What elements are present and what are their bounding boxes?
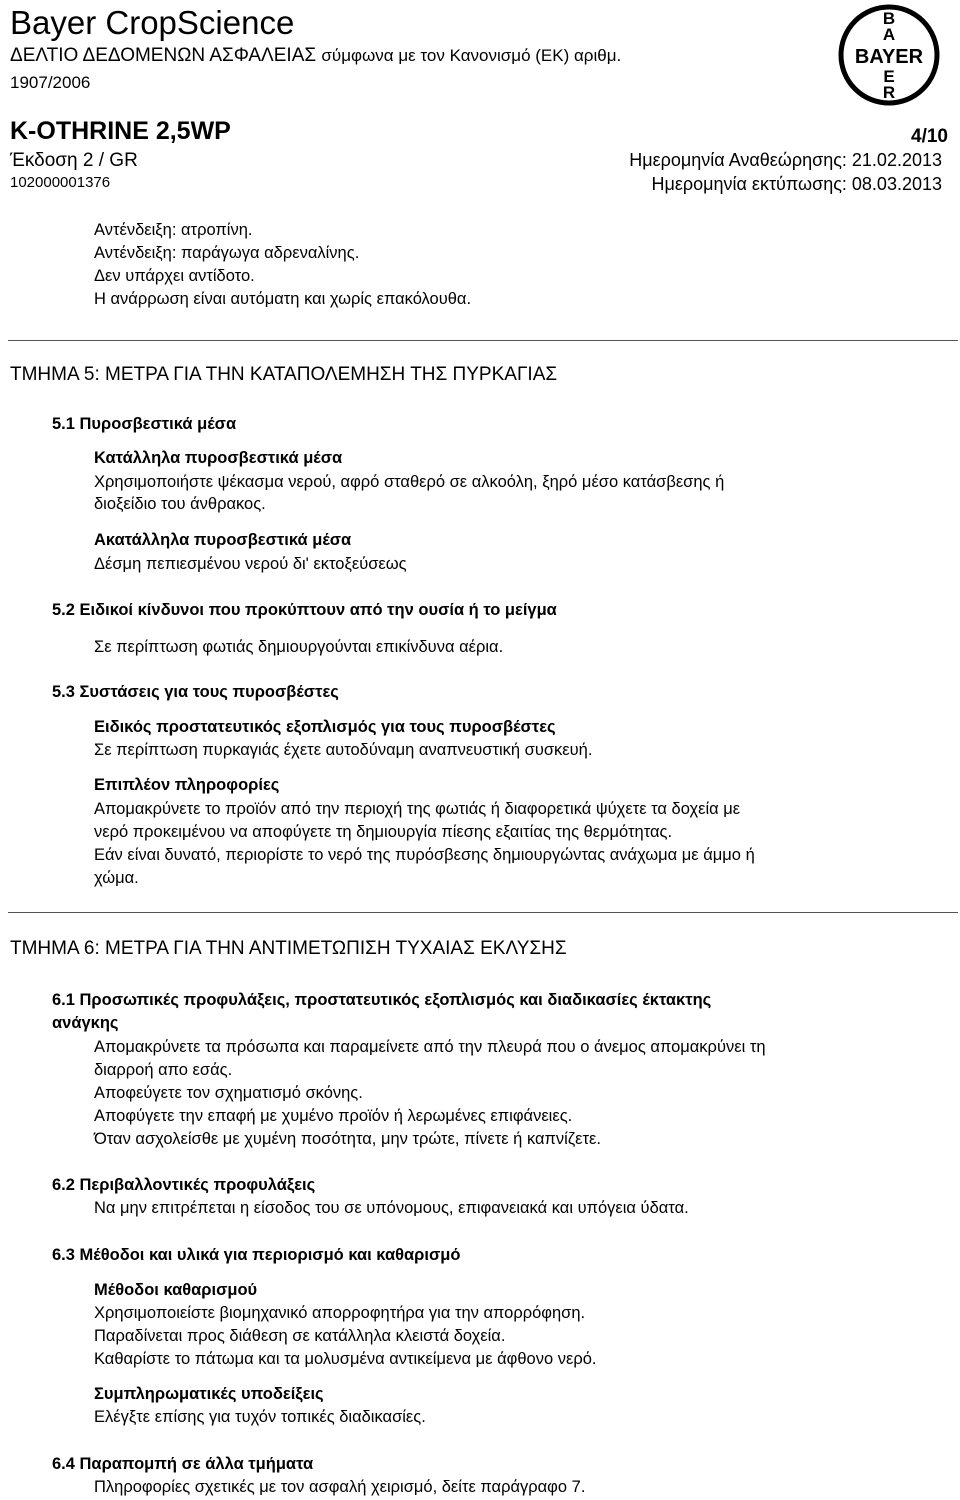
logo-word: BAYER bbox=[854, 46, 924, 68]
protective-equipment-label: Ειδικός προστατευτικός εξοπλισμός για τους πυροσβέστες bbox=[94, 718, 556, 736]
logo-letter-r: R bbox=[882, 83, 896, 102]
section-divider bbox=[8, 912, 958, 913]
further-info-label: Επιπλέον πληροφορίες bbox=[94, 776, 280, 794]
section-6-1-text: Απομακρύνετε τα πρόσωπα και παραμείνετε από την πλευρά που ο άνεμος απομακρύνει τη bbox=[94, 1038, 766, 1056]
product-code: 102000001376 bbox=[10, 174, 111, 191]
section-6-2-heading: 6.2 Περιβαλλοντικές προφυλάξεις bbox=[52, 1176, 316, 1194]
company-name: Bayer CropScience bbox=[10, 4, 295, 41]
section-5-2-heading: 5.2 Ειδικοί κίνδυνοι που προκύπτουν από την ουσία ή το μείγμα bbox=[52, 601, 557, 619]
section-6-1-heading: ανάγκης bbox=[52, 1014, 119, 1032]
logo-letter-e: E bbox=[883, 67, 895, 86]
regulation-number: 1907/2006 bbox=[10, 73, 91, 92]
cleaning-methods-text: Παραδίνεται προς διάθεση σε κατάλληλα κλειστά δοχεία. bbox=[94, 1327, 506, 1345]
additional-advice-label: Συμπληρωματικές υποδείξεις bbox=[94, 1385, 324, 1403]
page-number: 4/10 bbox=[911, 126, 948, 147]
document-title-caps: ΔΕΛΤΙΟ ΔΕΔΟΜΕΝΩΝ ΑΣΦΑΛΕΙΑΣ bbox=[10, 45, 317, 66]
intro-line: Η ανάρρωση είναι αυτόματη και χωρίς επακόλουθα. bbox=[94, 290, 472, 308]
intro-line: Αντένδειξη: παράγωγα αδρεναλίνης. bbox=[94, 244, 360, 262]
section-6-1-text: Αποφύγετε την επαφή με χυμένο προϊόν ή λερωμένες επιφάνειες. bbox=[94, 1107, 573, 1125]
section-5-2-text: Σε περίπτωση φωτιάς δημιουργούνται επικίνδυνα αέρια. bbox=[94, 638, 504, 656]
edition: Έκδοση 2 / GR bbox=[10, 150, 138, 171]
suitable-media-text: Χρησιμοποιήστε ψέκασμα νερού, αφρό σταθερό σε αλκοόλη, ξηρό μέσο κατάσβεσης ή bbox=[94, 473, 725, 491]
section-6-2-text: Να μην επιτρέπεται η είσοδος του σε υπόνομους, επιφανειακά και υπόγεια ύδατα. bbox=[94, 1199, 689, 1217]
section-6-title: ΤΜΗΜΑ 6: ΜΕΤΡΑ ΓΙΑ ΤΗΝ ΑΝΤΙΜΕΤΩΠΙΣΗ ΤΥΧΑΙΑΣ ΕΚΛΥΣΗΣ bbox=[10, 938, 567, 959]
section-6-3-heading: 6.3 Μέθοδοι και υλικά για περιορισμό και καθαρισμό bbox=[52, 1246, 461, 1264]
section-5-title: ΤΜΗΜΑ 5: ΜΕΤΡΑ ΓΙΑ ΤΗΝ ΚΑΤΑΠΟΛΕΜΗΣΗ ΤΗΣ ΠΥΡΚΑΓΙΑΣ bbox=[10, 364, 558, 385]
further-info-text: νερό προκειμένου να αποφύγετε τη δημιουργία πίεσης εξαιτίας της θερμότητας. bbox=[94, 823, 673, 841]
cleaning-methods-label: Μέθοδοι καθαρισμού bbox=[94, 1281, 258, 1299]
section-6-1-text: διαρροή απο εσάς. bbox=[94, 1061, 233, 1079]
section-6-4-heading: 6.4 Παραπομπή σε άλλα τμήματα bbox=[52, 1455, 314, 1473]
logo-letter-a: A bbox=[882, 25, 896, 44]
cleaning-methods-text: Χρησιμοποιείστε βιομηχανικό απορροφητήρα για την απορρόφηση. bbox=[94, 1304, 586, 1322]
cleaning-methods-text: Καθαρίστε το πάτωμα και τα μολυσμένα αντικείμενα με άφθονο νερό. bbox=[94, 1350, 597, 1368]
section-6-1-heading: 6.1 Προσωπικές προφυλάξεις, προστατευτικός εξοπλισμός και διαδικασίες έκτακτης bbox=[52, 991, 712, 1009]
section-5-1-heading: 5.1 Πυροσβεστικά μέσα bbox=[52, 415, 237, 433]
section-6-1-text: Όταν ασχολείσθε με χυμένη ποσότητα, μην τρώτε, πίνετε ή καπνίζετε. bbox=[94, 1130, 601, 1148]
document-title bbox=[10, 45, 621, 67]
bayer-logo-icon bbox=[831, 2, 957, 108]
section-6-4-text: Πληροφορίες σχετικές με τον ασφαλή χειρισμό, δείτε παράγραφο 7. bbox=[94, 1478, 586, 1496]
revision-date: Ημερομηνία Αναθεώρησης: 21.02.2013 bbox=[629, 150, 942, 170]
suitable-media-text: διοξείδιο του άνθρακος. bbox=[94, 495, 266, 513]
suitable-media-label: Κατάλληλα πυροσβεστικά μέσα bbox=[94, 449, 343, 467]
print-date: Ημερομηνία εκτύπωσης: 08.03.2013 bbox=[651, 174, 942, 194]
protective-equipment-text: Σε περίπτωση πυρκαγιάς έχετε αυτοδύναμη αναπνευστική συσκευή. bbox=[94, 741, 593, 759]
logo-letter-b: B bbox=[882, 9, 896, 28]
product-name: K-OTHRINE 2,5WP bbox=[10, 117, 231, 145]
further-info-text: χώμα. bbox=[94, 869, 139, 887]
further-info-text: Απομακρύνετε το προϊόν από την περιοχή της φωτιάς ή διαφορετικά ψύχετε τα δοχεία με bbox=[94, 800, 741, 818]
intro-line: Δεν υπάρχει αντίδοτο. bbox=[94, 267, 255, 285]
document-title-regulation: σύμφωνα με τον Κανονισμό (ΕΚ) αριθμ. bbox=[321, 46, 622, 65]
intro-line: Αντένδειξη: ατροπίνη. bbox=[94, 221, 253, 239]
additional-advice-text: Ελέγξτε επίσης για τυχόν τοπικές διαδικασίες. bbox=[94, 1408, 426, 1426]
unsuitable-media-label: Ακατάλληλα πυροσβεστικά μέσα bbox=[94, 531, 352, 549]
section-5-3-heading: 5.3 Συστάσεις για τους πυροσβέστες bbox=[52, 683, 339, 701]
further-info-text: Εάν είναι δυνατό, περιορίστε το νερό της πυρόσβεσης δημιουργώντας ανάχωμα με άμμο ή bbox=[94, 846, 755, 864]
unsuitable-media-text: Δέσμη πεπιεσμένου νερού δι' εκτοξεύσεως bbox=[94, 555, 407, 573]
section-divider bbox=[8, 340, 958, 341]
section-6-1-text: Αποφεύγετε τον σχηματισμό σκόνης. bbox=[94, 1084, 363, 1102]
